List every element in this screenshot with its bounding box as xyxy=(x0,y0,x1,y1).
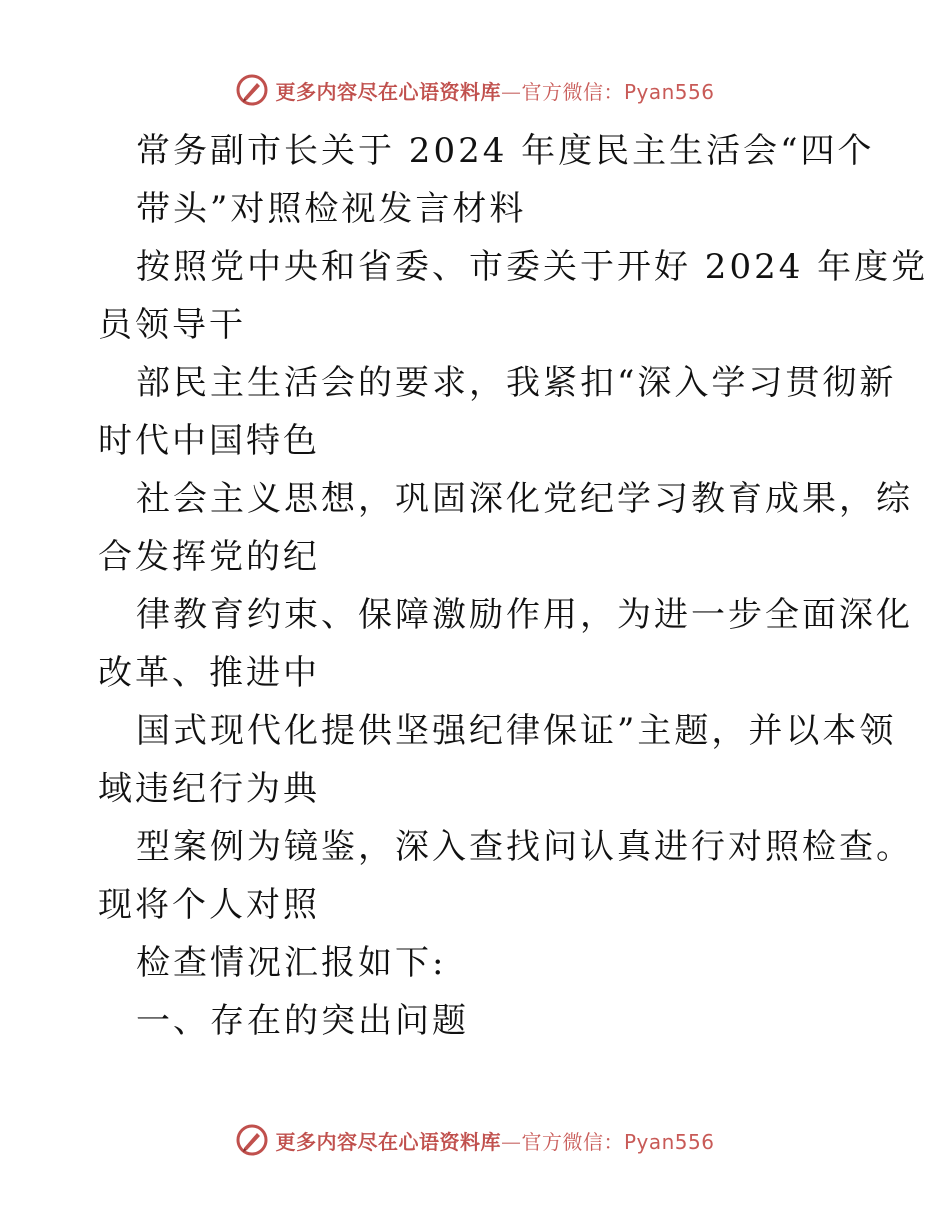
watermark-dash: — xyxy=(500,1129,522,1154)
title-line-1: 常务副市长关于 2024 年度民主生活会“四个 xyxy=(136,131,875,171)
paragraph-line: 时代中国特色 xyxy=(98,421,320,461)
paragraph-line: 合发挥党的纪 xyxy=(98,537,320,577)
paragraph-line: 国式现代化提供坚强纪律保证”主题，并以本领 xyxy=(136,711,897,751)
document-body xyxy=(98,122,929,1050)
paragraph-line: 现将个人对照 xyxy=(98,885,320,925)
watermark-main-text: 更多内容尽在心语资料库 xyxy=(275,79,501,104)
paragraph-line: 部民主生活会的要求，我紧扣“深入学习贯彻新 xyxy=(136,363,897,403)
footer-watermark xyxy=(0,1120,950,1160)
section-heading: 一、存在的突出问题 xyxy=(136,1001,469,1041)
paragraph-line: 型案例为镜鉴，深入查找问认真进行对照检查。 xyxy=(136,827,913,867)
title-line-2: 带头”对照检视发言材料 xyxy=(136,189,527,229)
watermark-dash: — xyxy=(500,79,522,104)
paragraph-line: 按照党中央和省委、市委关于开好 2024 年度党 xyxy=(136,247,929,287)
paragraph-line: 律教育约束、保障激励作用，为进一步全面深化 xyxy=(136,595,913,635)
paragraph-line: 检查情况汇报如下: xyxy=(136,943,447,983)
watermark-text xyxy=(275,1126,714,1155)
watermark-main-text: 更多内容尽在心语资料库 xyxy=(275,1129,501,1154)
paragraph-line: 社会主义思想，巩固深化党纪学习教育成果，综 xyxy=(136,479,913,519)
paragraph-line: 改革、推进中 xyxy=(98,653,320,693)
header-watermark xyxy=(0,70,950,110)
watermark-contact-text: 官方微信：Pyan556 xyxy=(521,1129,715,1154)
paragraph-line: 员领导干 xyxy=(98,305,246,345)
watermark-text xyxy=(275,76,714,105)
watermark-contact-text: 官方微信：Pyan556 xyxy=(521,79,715,104)
paragraph-line: 域违纪行为典 xyxy=(98,769,320,809)
pen-circle-logo-icon xyxy=(235,1123,269,1157)
pen-circle-logo-icon xyxy=(235,73,269,107)
